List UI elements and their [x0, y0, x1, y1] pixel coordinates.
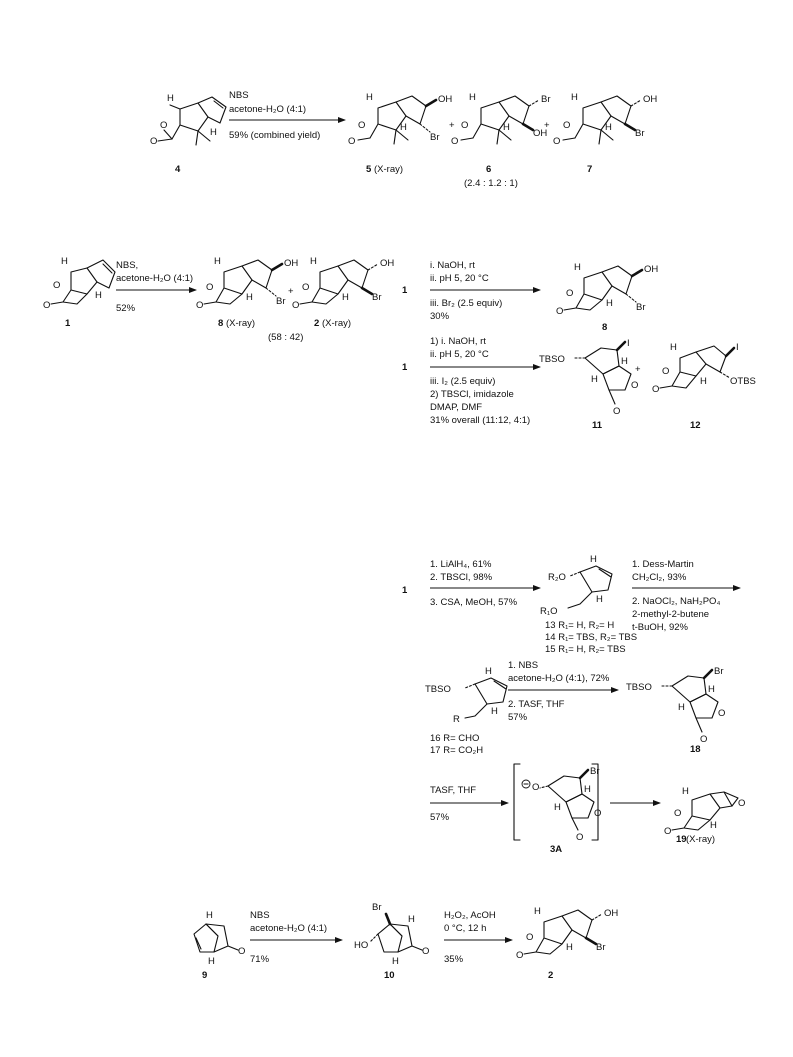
- scheme-3: [402, 260, 658, 333]
- scheme4-cond-2: ii. pH 5, 20 °C: [430, 349, 489, 360]
- scheme-2: [43, 256, 394, 343]
- svg-text:Br: Br: [635, 128, 645, 139]
- svg-text:Br: Br: [430, 132, 440, 143]
- svg-text:H: H: [710, 820, 717, 831]
- svg-text:Br: Br: [714, 666, 724, 677]
- svg-text:Br: Br: [372, 902, 382, 913]
- plus-sign-4: +: [635, 364, 641, 375]
- svg-text:O: O: [652, 384, 660, 395]
- compound-label-2b: 2: [548, 970, 554, 981]
- scheme6-cond2-1: H₂O₂, AcOH: [444, 910, 496, 921]
- compound-13-15-structure: [540, 554, 612, 617]
- scheme4-cond-5: DMAP, DMF: [430, 402, 483, 413]
- svg-text:TBSO: TBSO: [626, 682, 652, 693]
- svg-text:H: H: [310, 256, 317, 267]
- scheme5-cond3-2: acetone-H₂O (4:1), 72%: [508, 673, 610, 684]
- svg-text:O: O: [662, 366, 670, 377]
- compound-8b-structure: [556, 262, 658, 317]
- svg-text:H: H: [246, 292, 253, 303]
- scheme2-cond-3: 52%: [116, 303, 136, 314]
- svg-text:H: H: [214, 256, 221, 267]
- svg-text:O: O: [206, 282, 214, 293]
- svg-text:H: H: [678, 702, 685, 713]
- svg-text:OH: OH: [643, 94, 658, 105]
- svg-text:H: H: [682, 786, 689, 797]
- scheme5-cond1-3: 3. CSA, MeOH, 57%: [430, 597, 518, 608]
- svg-text:O: O: [348, 136, 356, 147]
- svg-text:H: H: [571, 92, 578, 103]
- svg-text:Br: Br: [636, 302, 646, 313]
- scheme5-cond2-4: 2-methyl-2-butene: [632, 609, 710, 620]
- svg-text:O: O: [53, 280, 61, 291]
- compound-16-17-structure: [425, 666, 507, 725]
- svg-text:O: O: [594, 808, 602, 819]
- svg-text:O: O: [150, 136, 158, 147]
- svg-text:O: O: [674, 808, 682, 819]
- svg-text:H: H: [554, 802, 561, 813]
- scheme6-cond2-3: 35%: [444, 954, 464, 965]
- svg-text:O: O: [613, 406, 621, 417]
- compound-label-4: 4: [175, 164, 181, 175]
- scheme3-cond-3: iii. Br₂ (2.5 equiv): [430, 298, 503, 309]
- scheme3-cond-1: i. NaOH, rt: [430, 260, 475, 271]
- svg-text:O: O: [461, 120, 469, 131]
- scheme2-cond-1: NBS,: [116, 260, 139, 271]
- scheme5-cond1-2: 2. TBSCl, 98%: [430, 572, 493, 583]
- compound-6-structure: [451, 92, 551, 147]
- compound-8-note: (X-ray): [226, 318, 256, 329]
- scheme3-cond-2: ii. pH 5, 20 °C: [430, 273, 489, 284]
- scheme-5: [402, 554, 745, 855]
- svg-text:H: H: [366, 92, 373, 103]
- scheme4-cond-1: 1) i. NaOH, rt: [430, 336, 486, 347]
- scheme5-cond2-3: 2. NaOCl₂, NaH₂PO₄: [632, 596, 721, 607]
- scheme1-ratio: (2.4 : 1.2 : 1): [464, 178, 518, 189]
- svg-text:H: H: [491, 706, 498, 717]
- bracket-left: [514, 764, 520, 840]
- scheme6-cond1-3: 71%: [250, 954, 270, 965]
- svg-text:O: O: [292, 300, 300, 311]
- compound-label-5: 5: [366, 164, 372, 175]
- compound-19-structure: [664, 786, 745, 837]
- svg-text:H: H: [469, 92, 476, 103]
- scheme6-cond2-2: 0 °C, 12 h: [444, 923, 487, 934]
- svg-text:O: O: [556, 306, 564, 317]
- compound-2-structure: [292, 256, 394, 311]
- svg-text:H: H: [708, 684, 715, 695]
- svg-text:O: O: [718, 708, 726, 719]
- svg-text:OH: OH: [284, 258, 299, 269]
- compound-17-label: 17 R= CO₂H: [430, 745, 484, 756]
- compound-18-structure: [626, 666, 725, 745]
- svg-text:H: H: [591, 374, 598, 385]
- compound-12-structure: [652, 342, 756, 395]
- svg-text:OH: OH: [380, 258, 395, 269]
- scheme-1: [150, 90, 657, 189]
- svg-text:H: H: [485, 666, 492, 677]
- svg-text:I: I: [736, 342, 739, 353]
- svg-text:O: O: [700, 734, 708, 745]
- scheme5-cond1-1: 1. LiAlH₄, 61%: [430, 559, 492, 570]
- scheme4-cond-4: 2) TBSCl, imidazole: [430, 389, 514, 400]
- compound-4-structure: [150, 93, 226, 147]
- svg-text:H: H: [590, 554, 597, 565]
- svg-text:H: H: [621, 356, 628, 367]
- scheme1-cond-3: 59% (combined yield): [229, 130, 321, 141]
- svg-text:O: O: [160, 120, 168, 131]
- compound-1-structure: [43, 256, 115, 311]
- svg-text:O: O: [738, 798, 746, 809]
- scheme5-cond2-1: 1. Dess-Martin: [632, 559, 694, 570]
- plus-sign-1: +: [449, 120, 455, 131]
- svg-text:H: H: [670, 342, 677, 353]
- compound-3A-structure: [522, 766, 601, 843]
- scheme4-start-label: 1: [402, 362, 408, 373]
- svg-text:R: R: [453, 714, 460, 725]
- svg-text:H: H: [392, 956, 399, 967]
- scheme4-cond-6: 31% overall (11:12, 4:1): [430, 415, 531, 426]
- svg-text:Br: Br: [541, 94, 551, 105]
- svg-text:H: H: [534, 906, 541, 917]
- scheme1-cond-1: NBS: [229, 90, 249, 101]
- svg-text:H: H: [342, 292, 349, 303]
- scheme5-cond2-2: CH₂Cl₂, 93%: [632, 572, 687, 583]
- svg-text:O: O: [566, 288, 574, 299]
- scheme5-cond3-1: 1. NBS: [508, 660, 539, 671]
- svg-text:H: H: [208, 956, 215, 967]
- svg-text:H: H: [400, 122, 407, 133]
- svg-text:O: O: [532, 782, 540, 793]
- compound-label-2: 2: [314, 318, 320, 329]
- scheme4-cond-3: iii. I₂ (2.5 equiv): [430, 376, 496, 387]
- svg-text:O: O: [451, 136, 459, 147]
- svg-text:O: O: [358, 120, 366, 131]
- svg-text:H: H: [700, 376, 707, 387]
- svg-text:HO: HO: [354, 940, 369, 951]
- scheme5-cond3-3: 2. TASF, THF: [508, 699, 565, 710]
- compound-label-9: 9: [202, 970, 208, 981]
- compound-16-label: 16 R= CHO: [430, 733, 480, 744]
- svg-text:O: O: [526, 932, 534, 943]
- compound-label-12: 12: [690, 420, 701, 431]
- svg-text:H: H: [61, 256, 68, 267]
- compound-2b-structure: [516, 906, 618, 961]
- svg-text:H: H: [605, 122, 612, 133]
- svg-text:Br: Br: [590, 766, 600, 777]
- compound-label-10: 10: [384, 970, 395, 981]
- svg-text:O: O: [196, 300, 204, 311]
- svg-text:OH: OH: [533, 128, 548, 139]
- compound-19-note: (X-ray): [686, 834, 716, 845]
- svg-text:H: H: [584, 784, 591, 795]
- svg-text:R₁O: R₁O: [540, 606, 558, 617]
- compound-label-11: 11: [592, 420, 603, 431]
- svg-text:O: O: [516, 950, 524, 961]
- scheme3-cond-4: 30%: [430, 311, 450, 322]
- svg-text:Br: Br: [276, 296, 286, 307]
- svg-text:O: O: [422, 946, 430, 957]
- scheme3-start-label: 1: [402, 285, 408, 296]
- scheme5-cond4-2: 57%: [430, 812, 450, 823]
- scheme5-cond4-1: TASF, THF: [430, 785, 477, 796]
- svg-text:O: O: [576, 832, 584, 843]
- compound-11-structure: [539, 338, 638, 417]
- svg-text:O: O: [631, 380, 639, 391]
- svg-text:R₂O: R₂O: [548, 572, 566, 583]
- svg-text:OTBS: OTBS: [730, 376, 756, 387]
- svg-text:O: O: [664, 826, 672, 837]
- compound-2-note: (X-ray): [322, 318, 352, 329]
- svg-text:H: H: [503, 122, 510, 133]
- scheme2-ratio: (58 : 42): [268, 332, 304, 343]
- scheme5-cond2-5: t-BuOH, 92%: [632, 622, 688, 633]
- compound-15-label: 15 R₁= H, R₂= TBS: [545, 644, 626, 655]
- scheme2-cond-2: acetone-H₂O (4:1): [116, 273, 194, 284]
- compound-label-6: 6: [486, 164, 492, 175]
- svg-text:TBSO: TBSO: [539, 354, 565, 365]
- svg-text:I: I: [627, 338, 630, 349]
- svg-text:Br: Br: [372, 292, 382, 303]
- scheme5-cond3-4: 57%: [508, 712, 528, 723]
- svg-text:H: H: [167, 93, 174, 104]
- svg-text:H: H: [408, 914, 415, 925]
- plus-sign-2: +: [544, 120, 550, 131]
- svg-text:H: H: [596, 594, 603, 605]
- compound-13-label: 13 R₁= H, R₂= H: [545, 620, 615, 631]
- plus-sign-3: +: [288, 286, 294, 297]
- svg-text:O: O: [238, 946, 246, 957]
- compound-5-note: (X-ray): [374, 164, 404, 175]
- compound-5-structure: [348, 92, 452, 147]
- svg-text:O: O: [43, 300, 51, 311]
- scheme3-product-label: 8: [602, 322, 608, 333]
- svg-text:OH: OH: [604, 908, 619, 919]
- scheme-4: [402, 336, 756, 431]
- compound-14-label: 14 R₁= TBS, R₂= TBS: [545, 632, 638, 643]
- svg-text:Br: Br: [596, 942, 606, 953]
- svg-text:OH: OH: [644, 264, 659, 275]
- compound-7-structure: [553, 92, 657, 147]
- scheme5-start-label: 1: [402, 585, 408, 596]
- svg-text:OH: OH: [438, 94, 453, 105]
- svg-text:O: O: [563, 120, 571, 131]
- svg-text:H: H: [566, 942, 573, 953]
- scheme6-cond1-1: NBS: [250, 910, 270, 921]
- svg-text:H: H: [206, 910, 213, 921]
- svg-text:H: H: [606, 298, 613, 309]
- svg-text:TBSO: TBSO: [425, 684, 451, 695]
- svg-text:H: H: [210, 127, 217, 138]
- compound-label-18: 18: [690, 744, 701, 755]
- compound-10-structure: [354, 902, 429, 967]
- compound-8-structure: [196, 256, 298, 311]
- svg-text:H: H: [574, 262, 581, 273]
- compound-label-1: 1: [65, 318, 71, 329]
- compound-9-structure: [194, 910, 245, 967]
- scheme-6: [194, 902, 618, 981]
- scheme1-cond-2: acetone-H₂O (4:1): [229, 104, 307, 115]
- compound-label-7: 7: [587, 164, 593, 175]
- svg-text:H: H: [95, 290, 102, 301]
- compound-label-3A: 3A: [550, 844, 563, 855]
- svg-text:O: O: [553, 136, 561, 147]
- compound-label-19: 19: [676, 834, 687, 845]
- scheme6-cond1-2: acetone-H₂O (4:1): [250, 923, 328, 934]
- svg-text:O: O: [302, 282, 310, 293]
- compound-label-8: 8: [218, 318, 224, 329]
